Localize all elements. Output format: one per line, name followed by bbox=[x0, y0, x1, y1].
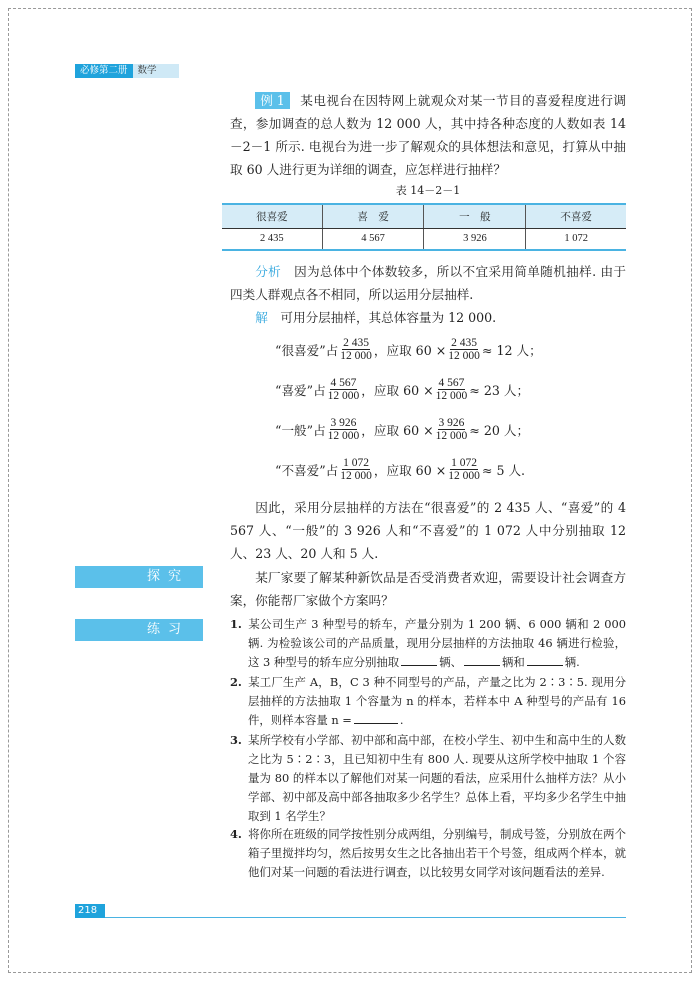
category-name: “一般”占 bbox=[275, 423, 326, 438]
table-header: 喜 爱 bbox=[322, 204, 424, 228]
exercise-2 bbox=[230, 673, 626, 730]
conclusion: 因此，采用分层抽样的方法在“很喜爱”的 2 435 人、“喜爱”的 4 567 人、“一般”的 3 926 人和“不喜爱”的 1 072 人中分别抽取 12 人、23 人、20 人和 5 人. bbox=[230, 500, 626, 561]
fraction bbox=[436, 377, 468, 402]
equation-line bbox=[275, 337, 542, 362]
category-name: “很喜爱”占 bbox=[275, 343, 339, 358]
answer-blank[interactable] bbox=[401, 654, 437, 666]
fraction bbox=[436, 417, 468, 442]
table-row bbox=[222, 228, 626, 250]
example-label: 例 1 bbox=[255, 92, 290, 109]
equation-result: ≈ 12 人； bbox=[481, 343, 542, 358]
denominator: 12 000 bbox=[340, 470, 372, 482]
analysis bbox=[230, 260, 626, 306]
analysis-label: 分析 bbox=[255, 264, 282, 279]
equation-text: ，应取 60 × bbox=[373, 463, 447, 478]
denominator: 12 000 bbox=[327, 430, 360, 442]
exercise-1 bbox=[230, 615, 626, 672]
numerator: 1 072 bbox=[451, 457, 478, 469]
numerator: 2 435 bbox=[451, 337, 478, 349]
numerator: 2 435 bbox=[343, 337, 370, 349]
category-name: “不喜爱”占 bbox=[275, 463, 339, 478]
exercise-number: 3. bbox=[230, 733, 242, 747]
exercise-text: 辆和 bbox=[501, 655, 525, 669]
equation-line bbox=[275, 377, 529, 402]
table-cell: 3 926 bbox=[424, 228, 526, 250]
denominator: 12 000 bbox=[448, 350, 480, 362]
exercise-text: . bbox=[399, 713, 404, 727]
table-header: 很喜爱 bbox=[222, 204, 322, 228]
equation-text: ，应取 60 × bbox=[361, 423, 434, 438]
exercise-text: 辆. bbox=[564, 655, 580, 669]
fraction bbox=[328, 417, 360, 442]
fraction bbox=[448, 457, 480, 482]
fraction bbox=[340, 337, 372, 362]
solution-text: 可用分层抽样，其总体容量为 12 000. bbox=[280, 310, 497, 325]
equation-result: ≈ 5 人. bbox=[481, 463, 526, 478]
solution-label: 解 bbox=[255, 310, 268, 325]
subject: 数学 bbox=[133, 64, 179, 78]
fraction bbox=[340, 457, 372, 482]
exercise-text: 某工厂生产 A，B，C 3 种不同型号的产品，产量之比为 2∶3∶5. 现用分层抽样的方法抽取 1 个容量为 n 的样本，若样本中 A 种型号的产品有 16 件，则样本容量 n = bbox=[248, 675, 626, 727]
equation-text: ，应取 60 × bbox=[373, 343, 447, 358]
exercise-text: 将你所在班级的同学按性别分成两组，分别编号，制成号签，分别放在两个箱子里搅拌均匀，然后按男女生之比各抽出若干个号签，组成两个样本，就他们对某一问题的看法进行调查，以比较男女同学对该问题看法的差异. bbox=[248, 827, 626, 879]
exercise-3 bbox=[230, 731, 626, 826]
table-cell: 1 072 bbox=[526, 228, 626, 250]
numerator: 3 926 bbox=[438, 417, 465, 429]
analysis-text: 因为总体中个体数较多，所以不宜采用简单随机抽样. 由于四类人群观点各不相同，所以运用分层抽样. bbox=[230, 264, 626, 302]
table-header: 一 般 bbox=[424, 204, 526, 228]
equation-result: ≈ 23 人； bbox=[469, 383, 530, 398]
solution bbox=[230, 306, 626, 329]
table-header-row bbox=[222, 204, 626, 228]
denominator: 12 000 bbox=[435, 430, 468, 442]
explore-text: 某厂家要了解某种新饮品是否受消费者欢迎，需要设计社会调查方案，你能帮厂家做个方案吗？ bbox=[230, 570, 626, 608]
answer-blank[interactable] bbox=[464, 654, 500, 666]
exercise-text: 辆、 bbox=[439, 655, 462, 669]
fraction bbox=[328, 377, 360, 402]
equation-text: ，应取 60 × bbox=[361, 383, 434, 398]
equation-line bbox=[275, 417, 529, 442]
answer-blank[interactable] bbox=[527, 654, 563, 666]
denominator: 12 000 bbox=[327, 390, 360, 402]
table-cell: 4 567 bbox=[322, 228, 424, 250]
explore-heading: 探究 bbox=[75, 566, 203, 588]
denominator: 12 000 bbox=[340, 350, 372, 362]
numerator: 3 926 bbox=[330, 417, 357, 429]
exercise-text: 某所学校有小学部、初中部和高中部，在校小学生、初中生和高中生的人数之比为 5∶2∶3，且已知初中生有 800 人. 现要从这所学校中抽取 1 个容量为 80 的样本以了解他们对某一问题的看法，应采用什么抽样方法？从小学部、初中部及高中部各抽取多少名学生？总体上看，平均多少名学生中抽取到 1 名学生？ bbox=[248, 733, 626, 823]
running-header bbox=[75, 64, 179, 78]
exercise-number: 1. bbox=[230, 617, 242, 631]
exercise-4 bbox=[230, 825, 626, 882]
book-volume: 必修第二册 bbox=[75, 64, 133, 78]
denominator: 12 000 bbox=[435, 390, 468, 402]
data-table bbox=[222, 203, 626, 251]
exercise-text: 某公司生产 3 种型号的轿车，产量分别为 1 200 辆、6 000 辆和 2 000 辆. 为检验该公司的产品质量，现用分层抽样的方法抽取 46 辆进行检验，这 3 种型号的轿车应分别抽取 bbox=[248, 617, 626, 669]
table-header: 不喜爱 bbox=[526, 204, 626, 228]
page-number: 218 bbox=[75, 904, 105, 918]
numerator: 1 072 bbox=[343, 457, 370, 469]
example-text: 某电视台在因特网上就观众对某一节目的喜爱程度进行调查，参加调查的总人数为 12 000 人，其中持各种态度的人数如表 14－2－1 所示. 电视台为进一步了解观众的具体想法和意见，打算从中抽取 60 人进行更为详细的调查，应怎样进行抽样？ bbox=[230, 93, 626, 177]
equation-line bbox=[275, 457, 525, 482]
exercise-number: 4. bbox=[230, 827, 242, 841]
footer-rule bbox=[105, 917, 626, 918]
numerator: 4 567 bbox=[330, 377, 357, 389]
exercise-number: 2. bbox=[230, 675, 242, 689]
exercise-heading: 练习 bbox=[75, 619, 203, 641]
denominator: 12 000 bbox=[448, 470, 480, 482]
fraction bbox=[448, 337, 480, 362]
numerator: 4 567 bbox=[438, 377, 465, 389]
table-cell: 2 435 bbox=[222, 228, 322, 250]
table-caption: 表 14－2－1 bbox=[395, 184, 461, 197]
answer-blank[interactable] bbox=[354, 712, 398, 724]
equation-result: ≈ 20 人； bbox=[469, 423, 530, 438]
category-name: “喜爱”占 bbox=[275, 383, 326, 398]
example-1 bbox=[230, 89, 626, 181]
